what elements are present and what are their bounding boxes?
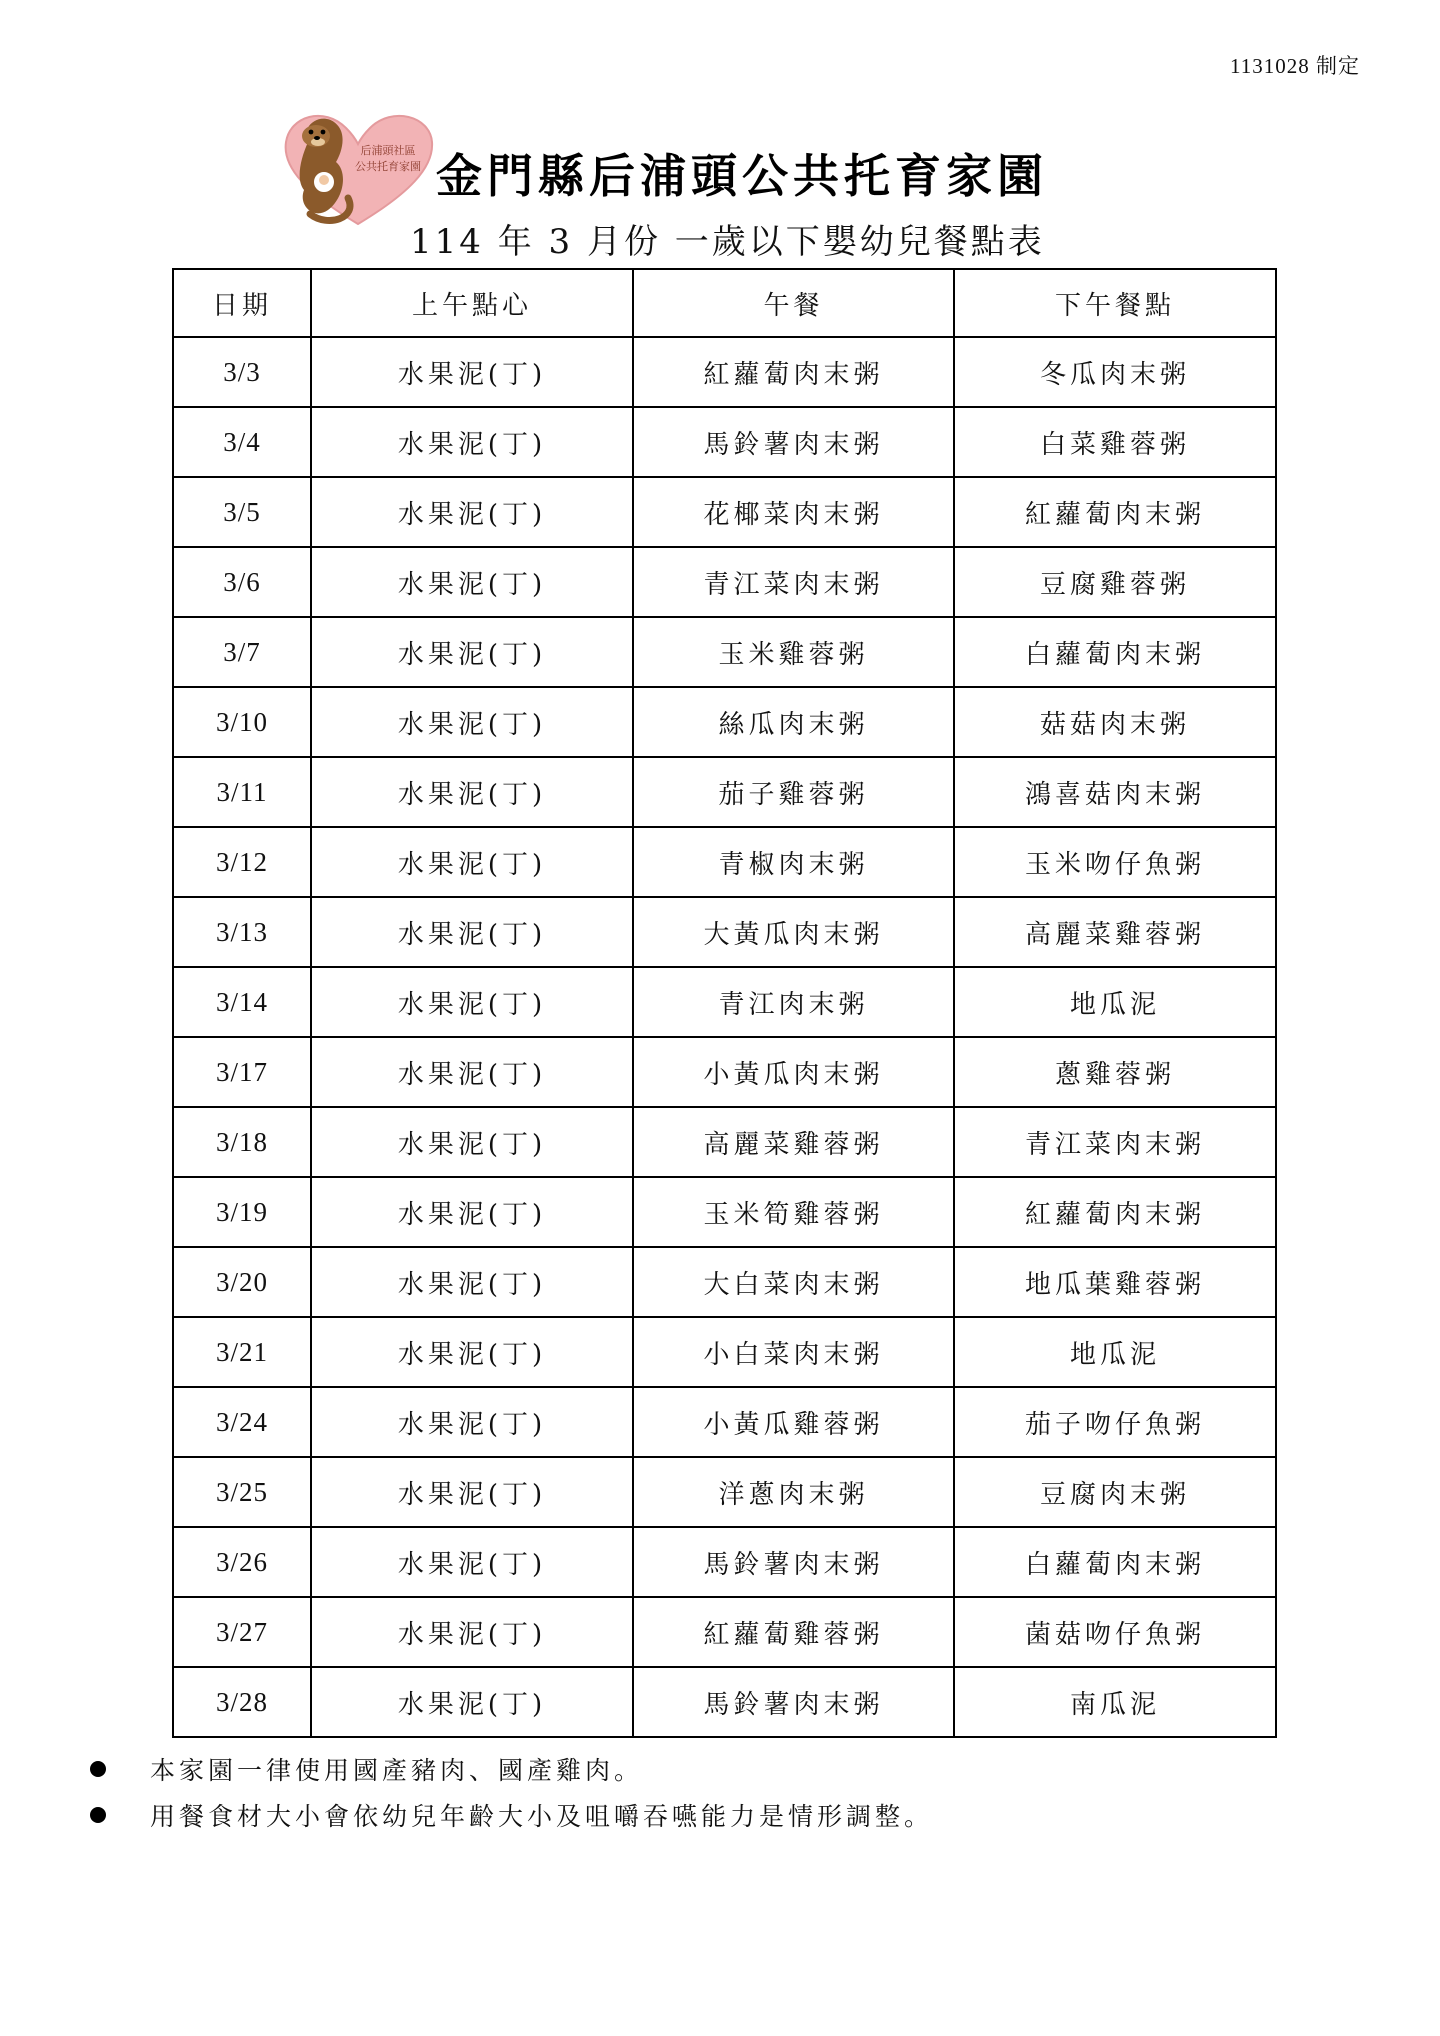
afternoon-snack-cell: 菌菇吻仔魚粥 [954,1597,1276,1667]
date-cell: 3/7 [173,617,311,687]
lunch-cell: 玉米雞蓉粥 [633,617,954,687]
morning-snack-cell: 水果泥(丁) [311,1667,633,1737]
date-cell: 3/13 [173,897,311,967]
table-row [173,1597,1276,1667]
meal-schedule-table [172,268,1277,1738]
otter-heart-logo-icon [278,102,438,232]
date-cell: 3/6 [173,547,311,617]
afternoon-snack-cell: 地瓜泥 [954,967,1276,1037]
afternoon-snack-cell: 茄子吻仔魚粥 [954,1387,1276,1457]
date-cell: 3/4 [173,407,311,477]
page-subtitle: 114 年 3 月份 一歲以下嬰幼兒餐點表 [410,222,1045,262]
morning-snack-cell: 水果泥(丁) [311,1527,633,1597]
afternoon-snack-cell: 高麗菜雞蓉粥 [954,897,1276,967]
svg-text:后浦頭社區: 后浦頭社區 [360,144,416,157]
morning-snack-cell: 水果泥(丁) [311,1037,633,1107]
lunch-cell: 小白菜肉末粥 [633,1317,954,1387]
list-item [88,1792,1288,1838]
morning-snack-cell: 水果泥(丁) [311,547,633,617]
lunch-cell: 玉米筍雞蓉粥 [633,1177,954,1247]
date-cell: 3/25 [173,1457,311,1527]
header-date: 日期 [173,269,311,337]
lunch-cell: 馬鈴薯肉末粥 [633,407,954,477]
morning-snack-cell: 水果泥(丁) [311,897,633,967]
morning-snack-cell: 水果泥(丁) [311,337,633,407]
date-cell: 3/18 [173,1107,311,1177]
date-cell: 3/12 [173,827,311,897]
table-row [173,687,1276,757]
morning-snack-cell: 水果泥(丁) [311,827,633,897]
afternoon-snack-cell: 白菜雞蓉粥 [954,407,1276,477]
afternoon-snack-cell: 白蘿蔔肉末粥 [954,617,1276,687]
table-row [173,1527,1276,1597]
lunch-cell: 絲瓜肉末粥 [633,687,954,757]
afternoon-snack-cell: 南瓜泥 [954,1667,1276,1737]
date-cell: 3/5 [173,477,311,547]
table-row [173,897,1276,967]
date-cell: 3/26 [173,1527,311,1597]
morning-snack-cell: 水果泥(丁) [311,1177,633,1247]
lunch-cell: 紅蘿蔔雞蓉粥 [633,1597,954,1667]
table-row [173,1177,1276,1247]
table-row [173,827,1276,897]
morning-snack-cell: 水果泥(丁) [311,407,633,477]
afternoon-snack-cell: 紅蘿蔔肉末粥 [954,1177,1276,1247]
lunch-cell: 馬鈴薯肉末粥 [633,1527,954,1597]
date-cell: 3/10 [173,687,311,757]
table-row [173,477,1276,547]
afternoon-snack-cell: 青江菜肉末粥 [954,1107,1276,1177]
table-row [173,1107,1276,1177]
table-row [173,407,1276,477]
morning-snack-cell: 水果泥(丁) [311,1317,633,1387]
lunch-cell: 茄子雞蓉粥 [633,757,954,827]
date-cell: 3/20 [173,1247,311,1317]
afternoon-snack-cell: 冬瓜肉末粥 [954,337,1276,407]
lunch-cell: 大白菜肉末粥 [633,1247,954,1317]
bullet-icon [90,1807,106,1823]
table-header-row [173,269,1276,337]
lunch-cell: 青椒肉末粥 [633,827,954,897]
lunch-cell: 小黃瓜雞蓉粥 [633,1387,954,1457]
afternoon-snack-cell: 鴻喜菇肉末粥 [954,757,1276,827]
list-item [88,1746,1288,1792]
date-cell: 3/24 [173,1387,311,1457]
afternoon-snack-cell: 紅蘿蔔肉末粥 [954,477,1276,547]
morning-snack-cell: 水果泥(丁) [311,967,633,1037]
table-row [173,1247,1276,1317]
lunch-cell: 花椰菜肉末粥 [633,477,954,547]
afternoon-snack-cell: 蔥雞蓉粥 [954,1037,1276,1107]
lunch-cell: 小黃瓜肉末粥 [633,1037,954,1107]
nursery-logo [278,102,438,232]
table-row [173,757,1276,827]
date-cell: 3/11 [173,757,311,827]
table-row [173,1387,1276,1457]
date-cell: 3/3 [173,337,311,407]
table-row [173,617,1276,687]
afternoon-snack-cell: 玉米吻仔魚粥 [954,827,1276,897]
afternoon-snack-cell: 地瓜泥 [954,1317,1276,1387]
lunch-cell: 洋蔥肉末粥 [633,1457,954,1527]
lunch-cell: 青江菜肉末粥 [633,547,954,617]
morning-snack-cell: 水果泥(丁) [311,1597,633,1667]
morning-snack-cell: 水果泥(丁) [311,477,633,547]
lunch-cell: 紅蘿蔔肉末粥 [633,337,954,407]
document-code: 1131028 制定 [1230,54,1360,78]
svg-text:公共托育家園: 公共托育家園 [355,160,421,173]
lunch-cell: 馬鈴薯肉末粥 [633,1667,954,1737]
morning-snack-cell: 水果泥(丁) [311,1387,633,1457]
table-row [173,1037,1276,1107]
date-cell: 3/28 [173,1667,311,1737]
morning-snack-cell: 水果泥(丁) [311,687,633,757]
note-text: 用餐食材大小會依幼兒年齡大小及咀嚼吞嚥能力是情形調整。 [150,1802,934,1831]
note-text: 本家園一律使用國產豬肉、國產雞肉。 [150,1756,644,1785]
morning-snack-cell: 水果泥(丁) [311,617,633,687]
morning-snack-cell: 水果泥(丁) [311,1457,633,1527]
date-cell: 3/14 [173,967,311,1037]
afternoon-snack-cell: 菇菇肉末粥 [954,687,1276,757]
afternoon-snack-cell: 地瓜葉雞蓉粥 [954,1247,1276,1317]
bullet-icon [90,1761,106,1777]
date-cell: 3/17 [173,1037,311,1107]
header-afternoon-snack: 下午餐點 [954,269,1276,337]
lunch-cell: 大黃瓜肉末粥 [633,897,954,967]
table-row [173,1317,1276,1387]
afternoon-snack-cell: 豆腐肉末粥 [954,1457,1276,1527]
table-row [173,1667,1276,1737]
header-lunch: 午餐 [633,269,954,337]
table-row [173,1457,1276,1527]
header-morning-snack: 上午點心 [311,269,633,337]
lunch-cell: 青江肉末粥 [633,967,954,1037]
table-row [173,967,1276,1037]
morning-snack-cell: 水果泥(丁) [311,757,633,827]
date-cell: 3/19 [173,1177,311,1247]
notes-list [88,1746,1288,1838]
morning-snack-cell: 水果泥(丁) [311,1107,633,1177]
lunch-cell: 高麗菜雞蓉粥 [633,1107,954,1177]
morning-snack-cell: 水果泥(丁) [311,1247,633,1317]
date-cell: 3/21 [173,1317,311,1387]
page-title: 金門縣后浦頭公共托育家園 [436,149,1048,203]
afternoon-snack-cell: 白蘿蔔肉末粥 [954,1527,1276,1597]
date-cell: 3/27 [173,1597,311,1667]
afternoon-snack-cell: 豆腐雞蓉粥 [954,547,1276,617]
table-row [173,337,1276,407]
table-row [173,547,1276,617]
